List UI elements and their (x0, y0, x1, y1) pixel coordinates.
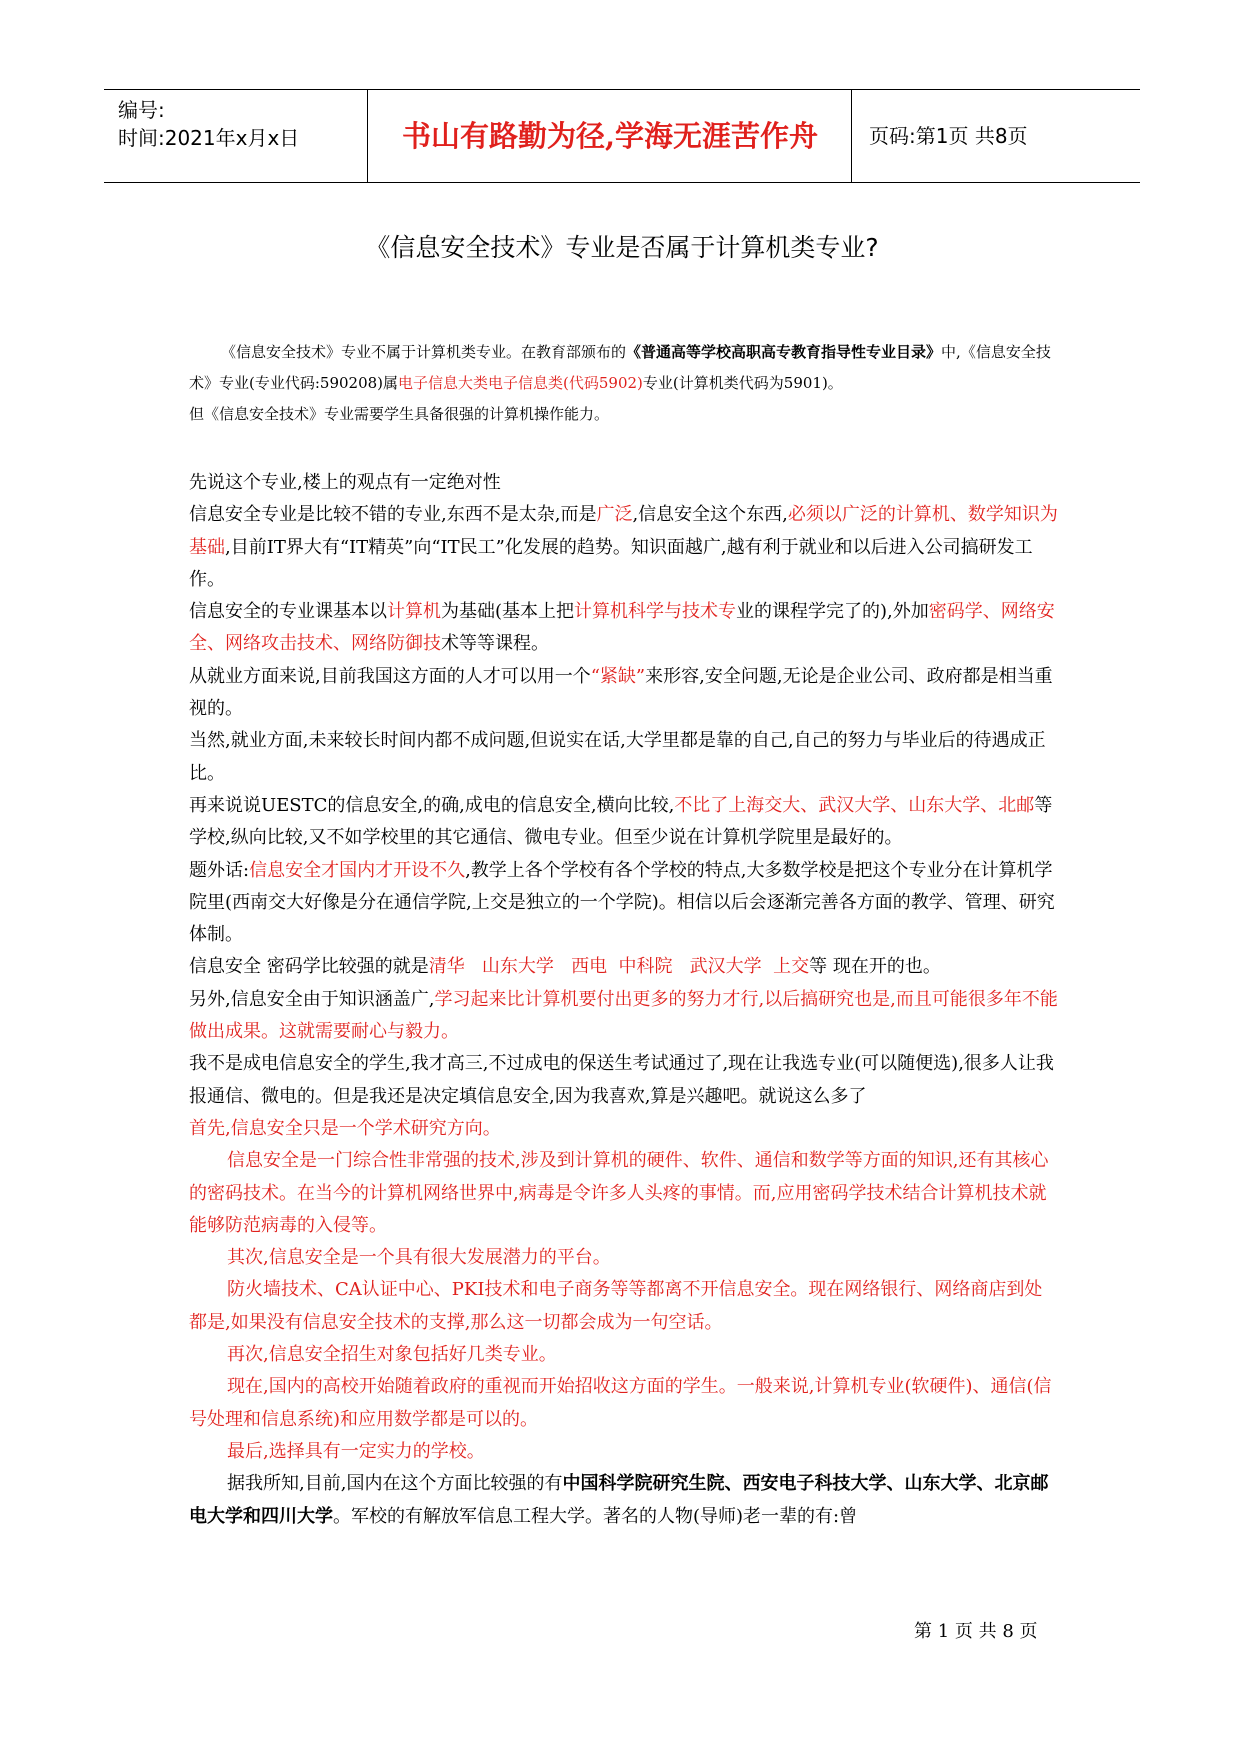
text-run: ,目前IT界大有“IT精英”向“IT民工”化发展的趋势。知识面越广,越有利于就业和以后进入公司搞研发工作。 (189, 536, 1033, 590)
text-run: 再来说说UESTC的信息安全,的确,成电的信息安全,横向比较, (189, 794, 675, 816)
text-run: 信息安全的专业课基本以 (189, 601, 387, 623)
highlight-text: 清华 山东大学 西电 中科院 武汉大学 上交 (428, 956, 810, 978)
highlight-text: 信息安全才国内才开设不久 (249, 859, 466, 881)
body-paragraph (189, 661, 1059, 726)
bold-text: 中国科学院研究生院、西安电子科技大学、山东大学、北京邮电大学和四川大学 (189, 1473, 1049, 1527)
body-paragraph: 首先,信息安全只是一个学术研究方向。 (189, 1117, 501, 1139)
page-title: 《信息安全技术》专业是否属于计算机类专业? (365, 233, 879, 262)
number-label: 编号: (118, 98, 165, 122)
highlight-text: 不比了上海交大、武汉大学、山东大学、北邮 (674, 794, 1035, 816)
highlight-text: 电子信息大类电子信息类(代码5902) (398, 374, 643, 392)
body-paragraph: 当然,就业方面,未来较长时间内都不成问题,但说实在话,大学里都是靠的自己,自己的努力与毕业后的待遇成正比。 (189, 730, 1046, 784)
text-run: 据我所知,目前,国内在这个方面比较强的有 (227, 1473, 563, 1495)
text-run: ,信息安全这个东西, (632, 504, 788, 526)
body-paragraph (189, 1468, 1059, 1533)
body-paragraph (189, 499, 1059, 596)
text-run: 《信息安全技术》专业(专业代码:590208)属 (189, 343, 1051, 392)
page-footer: 第 1 页 共 8 页 (914, 1621, 1038, 1642)
text-run: 等 现在开的也。 (809, 956, 941, 978)
intro-paragraph: 但《信息安全技术》专业需要学生具备很强的计算机操作能力。 (189, 405, 610, 423)
body-paragraph (189, 855, 1059, 952)
body-paragraph: 我不是成电信息安全的学生,我才高三,不过成电的保送生考试通过了,现在让我选专业(可以随便选),很多人让我报通信、微电的。但是我还是决定填信息安全,因为我喜欢,算是兴趣吧。就说这么多了 (189, 1053, 1054, 1107)
header-meta (118, 96, 299, 152)
text-run: 信息安全专业是比较不错的专业,东西不是太杂,而是 (189, 504, 597, 526)
article-body (189, 467, 1059, 1533)
text-run: 中, (941, 343, 961, 361)
body-paragraph: 现在,国内的高校开始随着政府的重视而开始招收这方面的学生。一般来说,计算机专业(软硬件)、通信(信号处理和信息系统)和应用数学都是可以的。 (189, 1376, 1052, 1430)
body-paragraph: 再次,信息安全招生对象包括好几类专业。 (227, 1344, 557, 1366)
header-page-label: 页码:第1页 共8页 (869, 124, 1028, 148)
text-run: 。军校的有解放军信息工程大学。著名的人物(导师)老一辈的有:曾 (333, 1505, 858, 1527)
text-run: 专业(计算机类代码为5901)。 (642, 374, 843, 392)
body-paragraph: 其次,信息安全是一个具有很大发展潜力的平台。 (227, 1247, 611, 1269)
highlight-text: 学习起来比计算机要付出更多的努力才行,以后搞研究也是,而且可能很多年不能做出成果。这就需要耐心与毅力。 (189, 988, 1058, 1043)
text-run: 题外话: (189, 859, 250, 881)
body-paragraph (189, 596, 1059, 661)
text-run: 从就业方面来说,目前我国这方面的人才可以用一个 (189, 665, 591, 687)
catalog-title: 《普通高等学校高职高专教育指导性专业目录》 (626, 343, 942, 361)
text-run: ,教学上各个学校有各个学校的特点,大多数学校是把这个专业分在计算机学院里(西南交大好像是分在通信学院,上交是独立的一个学院)。相信以后会逐渐完善各方面的教学、管理、研究体制。 (189, 859, 1055, 946)
text-run: 《信息安全技术》专业不属于计算机类专业。在教育部颁布的 (221, 343, 627, 361)
time-label: 时间:2021年x月x日 (118, 126, 300, 150)
body-paragraph: 防火墙技术、CA认证中心、PKI技术和电子商务等等都离不开信息安全。现在网络银行、网络商店到处都是,如果没有信息安全技术的支撑,那么这一切都会成为一句空话。 (189, 1279, 1043, 1333)
text-run: 业的课程学完了的),外加 (736, 601, 929, 623)
body-paragraph: 信息安全是一门综合性非常强的技术,涉及到计算机的硬件、软件、通信和数学等方面的知识,还有其核心的密码技术。在当今的计算机网络世界中,病毒是令许多人头疼的事情。而,应用密码学技术结合计算机技术就能够防范病毒的入侵等。 (189, 1150, 1049, 1236)
body-paragraph (189, 790, 1059, 855)
highlight-text: 密码学、网络安全、网络攻击技术、网络防御技 (189, 601, 1055, 655)
intro-paragraph (189, 337, 1059, 399)
header-motto: 书山有路勤为径,学海无涯苦作舟 (401, 119, 819, 153)
header-divider (851, 90, 852, 182)
document-header (104, 89, 1140, 183)
body-paragraph (189, 984, 1059, 1049)
text-run: 为基础(基本上把 (441, 601, 575, 623)
body-paragraph: 先说这个专业,楼上的观点有一定绝对性 (189, 472, 501, 493)
text-run: 来形容,安全问题,无论是企业公司、政府都是相当重视的。 (189, 665, 1053, 720)
highlight-text: “紧缺” (590, 665, 646, 687)
header-divider (367, 90, 368, 182)
body-paragraph: 最后,选择具有一定实力的学校。 (227, 1440, 485, 1462)
highlight-text: 必须以广泛的计算机、数学知识为基础 (189, 504, 1058, 558)
body-paragraph (189, 951, 1059, 983)
highlight-text: 计算机科学与技术专 (574, 601, 737, 623)
text-run: 信息安全 密码学比较强的就是 (189, 956, 429, 978)
highlight-text: 广泛 (596, 504, 633, 526)
text-run: 术等等课程。 (441, 633, 549, 655)
highlight-text: 计算机 (387, 601, 441, 623)
intro-section (189, 337, 1059, 430)
text-run: 等学校,纵向比较,又不如学校里的其它通信、微电专业。但至少说在计算机学院里是最好的。 (189, 794, 1053, 849)
text-run: 另外,信息安全由于知识涵盖广, (189, 988, 435, 1010)
